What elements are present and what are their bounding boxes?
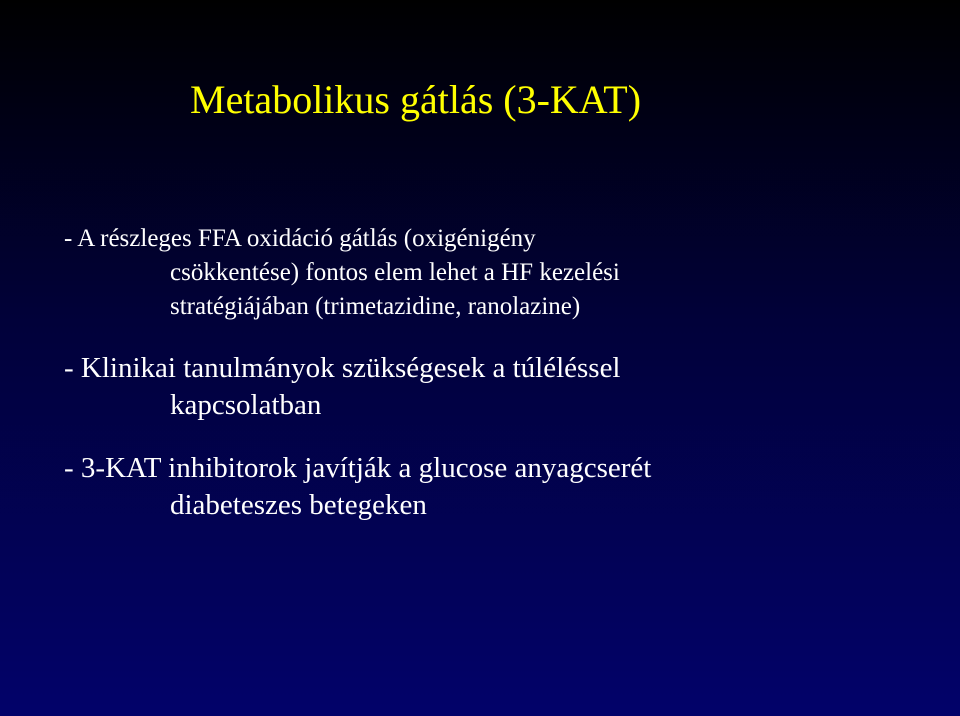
slide-title: Metabolikus gátlás (3-KAT)	[190, 77, 642, 122]
bullet-line: - A részleges FFA oxidáció gátlás (oxigénigény	[64, 225, 536, 252]
bullet-line: - Klinikai tanulmányok szükségesek a túléléssel	[64, 352, 621, 384]
bullet-line: stratégiájában (trimetazidine, ranolazine)	[170, 293, 581, 320]
bullet-item	[64, 350, 924, 424]
bullet-list	[64, 222, 924, 548]
bullet-line: diabeteszes betegeken	[170, 489, 427, 521]
bullet-line: - 3-KAT inhibitorok javítják a glucose anyagcserét	[64, 452, 652, 484]
bullet-line: csökkentése) fontos elem lehet a HF kezelési	[170, 259, 620, 286]
bullet-item	[64, 222, 924, 324]
bullet-line: kapcsolatban	[170, 389, 322, 421]
bullet-item	[64, 450, 924, 524]
